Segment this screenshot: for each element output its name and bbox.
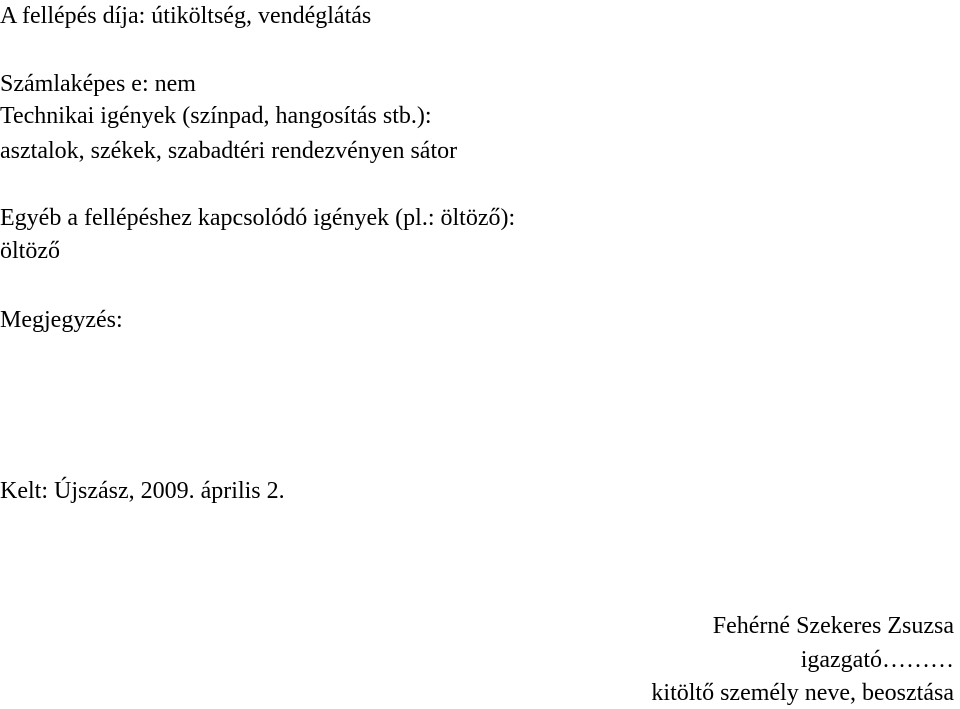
tech-requirements-label: Technikai igények (színpad, hangosítás stb.):	[0, 103, 432, 129]
signer-caption: kitöltő személy neve, beosztása	[651, 680, 954, 706]
date-line: Kelt: Újszász, 2009. április 2.	[0, 478, 285, 504]
fee-line: A fellépés díja: útiköltség, vendéglátás	[0, 3, 372, 29]
tech-requirements-value: asztalok, székek, szabadtéri rendezvényen sátor	[0, 138, 458, 164]
other-requirements-value: öltöző	[0, 238, 60, 264]
other-requirements-label: Egyéb a fellépéshez kapcsolódó igények (pl.: öltöző):	[0, 205, 516, 231]
signer-title: igazgató………	[800, 647, 954, 673]
signer-name: Fehérné Szekeres Zsuzsa	[712, 613, 954, 639]
note-label: Megjegyzés:	[0, 307, 123, 333]
invoice-line: Számlaképes e: nem	[0, 71, 196, 97]
